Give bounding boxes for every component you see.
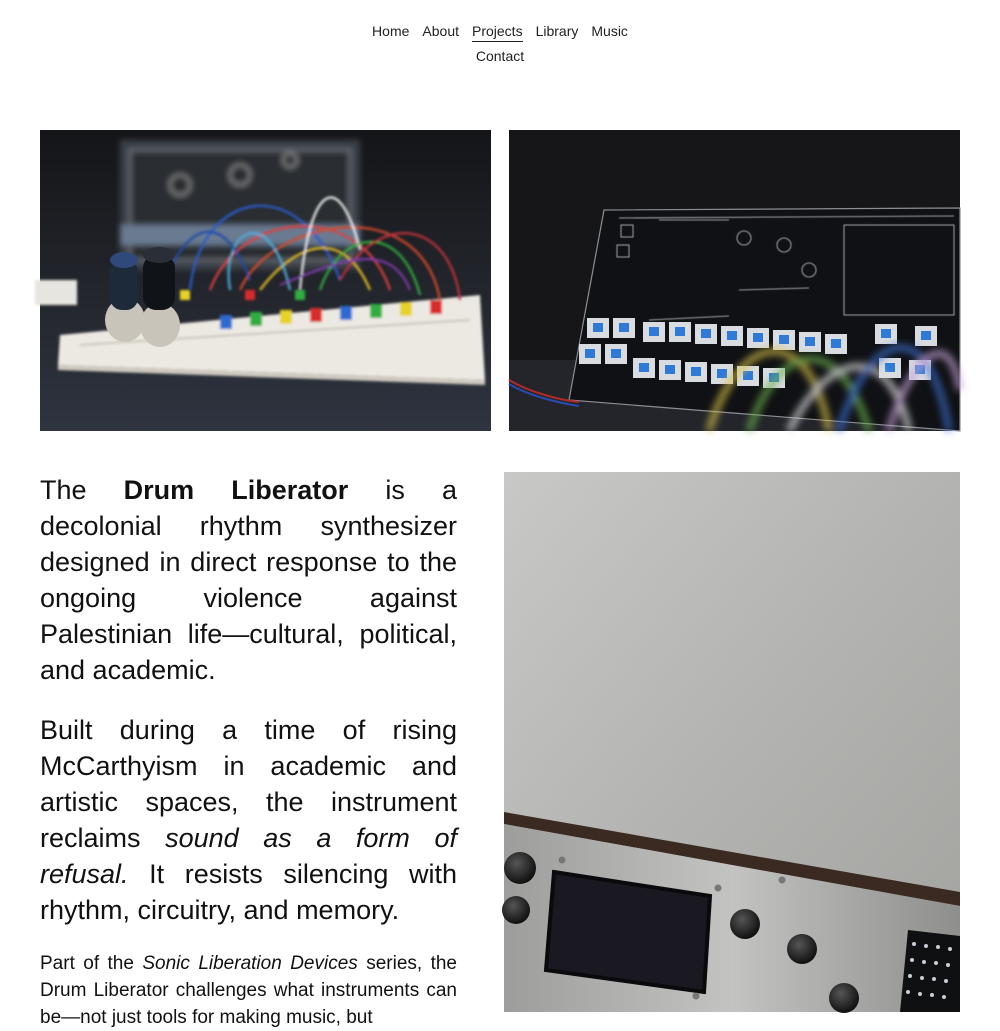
body-p-after: series, the Drum Liberator challenges what instruments can be—not just tools for making music, but	[40, 953, 457, 1028]
intro-p2-after: It resists silencing with rhythm, circuitry, and memory.	[40, 859, 457, 925]
nav-link-music[interactable]: Music	[591, 23, 628, 39]
project-name: Drum Liberator	[123, 475, 349, 505]
breadboard-prototype-photo[interactable]	[40, 130, 491, 431]
synth-device-photo[interactable]	[504, 472, 960, 1012]
nav-link-about[interactable]: About	[422, 23, 459, 39]
pcb-board-photo[interactable]	[509, 130, 960, 431]
nav-row-secondary	[0, 47, 1000, 67]
intro-p1-before: The	[40, 475, 124, 505]
body-p-before: Part of the	[40, 953, 143, 974]
nav-link-contact[interactable]: Contact	[475, 48, 525, 64]
intro-p2-before: Built during a time of rising McCarthyism in academic and artistic spaces, the instrument reclaims	[40, 715, 457, 853]
intro-paragraph-2	[40, 712, 457, 928]
body-paragraph	[40, 950, 457, 1031]
main-nav	[0, 22, 1000, 67]
intro-p1-after: is a decolonial rhythm synthesizer designed in direct response to the ongoing violence against Palestinian life—cultural, political, and academic.	[40, 475, 458, 685]
device-image	[504, 472, 960, 1012]
nav-row-primary	[0, 22, 1000, 42]
nav-link-home[interactable]: Home	[372, 23, 410, 39]
nav-link-projects[interactable]: Projects	[472, 23, 523, 42]
intro-paragraph-1	[40, 472, 457, 688]
intro-p2-emphasis: sound as a form of refusal.	[40, 823, 458, 889]
pcb-image	[509, 130, 960, 431]
project-description	[40, 472, 457, 1031]
breadboard-image	[40, 130, 491, 431]
nav-link-library[interactable]: Library	[535, 23, 579, 39]
series-name: Sonic Liberation Devices	[142, 953, 358, 974]
